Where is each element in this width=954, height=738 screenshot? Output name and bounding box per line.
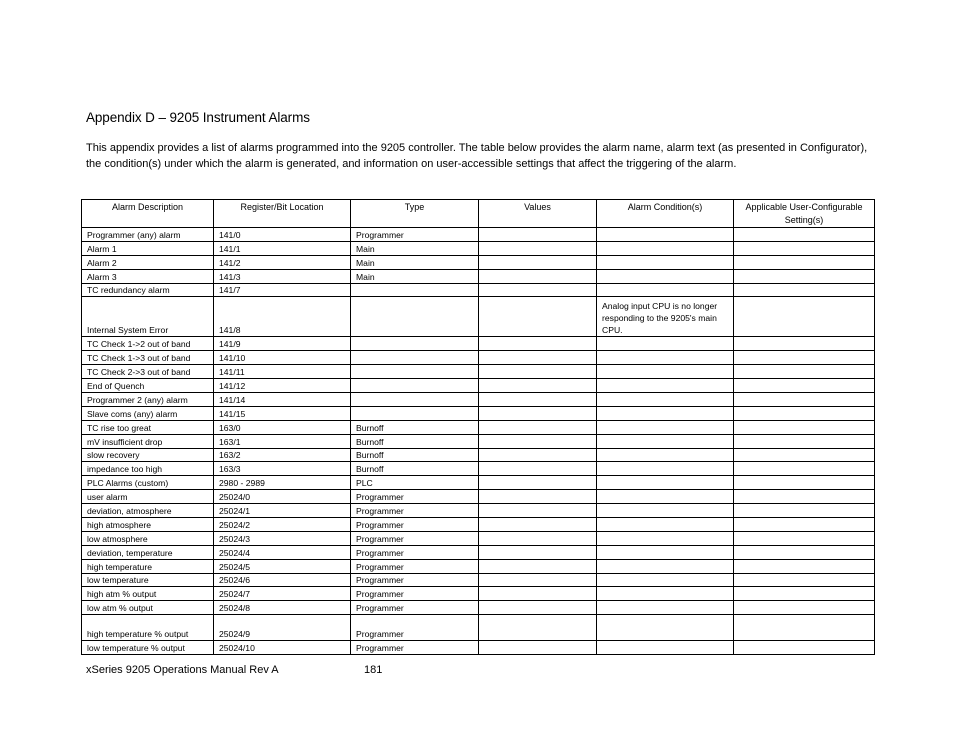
cell-alarm-condition [597,269,734,283]
cell-alarm-condition [597,641,734,655]
cell-alarm-condition [597,406,734,420]
cell-alarm-condition [597,228,734,242]
cell-values [479,601,597,615]
table-row [82,573,875,587]
cell-values [479,504,597,518]
footer-page-number: 181 [364,664,383,676]
table-row [82,601,875,615]
table-row [82,545,875,559]
cell-user-setting [734,351,875,365]
cell-type: Main [351,269,479,283]
cell-alarm-description: high temperature [82,559,214,573]
table-row [82,490,875,504]
cell-type: Programmer [351,228,479,242]
cell-user-setting [734,448,875,462]
cell-register-bit: 141/9 [214,337,351,351]
cell-alarm-condition [597,241,734,255]
table-row [82,504,875,518]
intro-paragraph: This appendix provides a list of alarms programmed into the 9205 controller. The table below provides the alarm name, alarm text (as presented in Configurator), the condition(s) under which the alarm is generated, and information on user-accessible settings that affect the triggering of the alarm. [86,142,868,170]
cell-type: Programmer [351,601,479,615]
cell-values [479,255,597,269]
cell-type [351,351,479,365]
cell-alarm-condition [597,283,734,297]
header-alarm-conditions: Alarm Condition(s) [597,200,734,228]
cell-type: Programmer [351,531,479,545]
footer-manual-title: xSeries 9205 Operations Manual Rev A [86,664,279,676]
cell-values [479,448,597,462]
cell-user-setting [734,365,875,379]
cell-alarm-condition [597,379,734,393]
cell-type: Programmer [351,587,479,601]
cell-user-setting [734,545,875,559]
cell-alarm-description: PLC Alarms (custom) [82,476,214,490]
cell-alarm-description: low atmosphere [82,531,214,545]
table-row [82,448,875,462]
cell-alarm-description: high temperature % output [82,615,214,641]
cell-register-bit: 141/10 [214,351,351,365]
alarms-table [81,199,875,655]
cell-values [479,228,597,242]
table-row [82,297,875,337]
cell-values [479,283,597,297]
cell-type: Programmer [351,518,479,532]
cell-alarm-description: TC redundancy alarm [82,283,214,297]
cell-type [351,365,479,379]
cell-register-bit: 141/0 [214,228,351,242]
cell-register-bit: 141/7 [214,283,351,297]
table-row [82,393,875,407]
table-row [82,379,875,393]
cell-user-setting [734,434,875,448]
cell-register-bit: 25024/10 [214,641,351,655]
cell-values [479,406,597,420]
cell-user-setting [734,518,875,532]
table-row [82,241,875,255]
cell-alarm-description: deviation, atmosphere [82,504,214,518]
cell-user-setting [734,393,875,407]
table-row [82,365,875,379]
cell-values [479,587,597,601]
table-row [82,228,875,242]
cell-alarm-description: Slave coms (any) alarm [82,406,214,420]
cell-register-bit: 2980 - 2989 [214,476,351,490]
cell-register-bit: 141/8 [214,297,351,337]
cell-type: Main [351,255,479,269]
cell-register-bit: 141/2 [214,255,351,269]
cell-user-setting [734,587,875,601]
table-row [82,351,875,365]
cell-alarm-condition [597,573,734,587]
cell-register-bit: 25024/2 [214,518,351,532]
cell-values [479,545,597,559]
cell-alarm-condition [597,351,734,365]
cell-alarm-condition: Analog input CPU is no longer responding to the 9205's main CPU. [597,297,734,337]
header-type: Type [351,200,479,228]
cell-alarm-description: high atm % output [82,587,214,601]
cell-alarm-description: slow recovery [82,448,214,462]
cell-alarm-description: Alarm 3 [82,269,214,283]
cell-register-bit: 141/11 [214,365,351,379]
cell-register-bit: 25024/9 [214,615,351,641]
cell-alarm-condition [597,518,734,532]
cell-alarm-description: End of Quench [82,379,214,393]
cell-register-bit: 141/14 [214,393,351,407]
cell-alarm-description: high atmosphere [82,518,214,532]
cell-type [351,283,479,297]
cell-type: Programmer [351,504,479,518]
cell-alarm-condition [597,448,734,462]
cell-user-setting [734,462,875,476]
cell-alarm-description: impedance too high [82,462,214,476]
cell-values [479,641,597,655]
cell-register-bit: 141/12 [214,379,351,393]
table-row [82,615,875,641]
cell-alarm-description: low temperature [82,573,214,587]
cell-user-setting [734,476,875,490]
cell-register-bit: 25024/7 [214,587,351,601]
cell-register-bit: 141/15 [214,406,351,420]
cell-values [479,379,597,393]
cell-values [479,531,597,545]
cell-register-bit: 163/1 [214,434,351,448]
cell-register-bit: 163/0 [214,420,351,434]
cell-alarm-condition [597,393,734,407]
cell-register-bit: 163/3 [214,462,351,476]
cell-values [479,393,597,407]
cell-values [479,365,597,379]
cell-values [479,518,597,532]
cell-user-setting [734,573,875,587]
cell-user-setting [734,255,875,269]
cell-user-setting [734,241,875,255]
cell-type: Programmer [351,615,479,641]
header-values: Values [479,200,597,228]
cell-alarm-description: Alarm 2 [82,255,214,269]
cell-register-bit: 25024/3 [214,531,351,545]
table-row [82,518,875,532]
table-row [82,406,875,420]
cell-type: Programmer [351,641,479,655]
page-heading: Appendix D – 9205 Instrument Alarms [86,110,310,125]
table-row [82,434,875,448]
cell-type [351,406,479,420]
cell-type [351,393,479,407]
cell-type: Programmer [351,545,479,559]
cell-register-bit: 25024/5 [214,559,351,573]
cell-alarm-description: Alarm 1 [82,241,214,255]
cell-type: Burnoff [351,462,479,476]
cell-type: PLC [351,476,479,490]
cell-values [479,573,597,587]
header-alarm-description: Alarm Description [82,200,214,228]
cell-alarm-condition [597,601,734,615]
cell-alarm-condition [597,545,734,559]
cell-values [479,269,597,283]
cell-type: Programmer [351,559,479,573]
cell-alarm-description: Programmer (any) alarm [82,228,214,242]
header-register-bit-location: Register/Bit Location [214,200,351,228]
cell-alarm-condition [597,587,734,601]
cell-alarm-condition [597,531,734,545]
cell-register-bit: 163/2 [214,448,351,462]
cell-alarm-condition [597,462,734,476]
cell-alarm-condition [597,490,734,504]
table-body [82,228,875,655]
cell-alarm-description: low temperature % output [82,641,214,655]
cell-alarm-condition [597,434,734,448]
cell-type [351,379,479,393]
cell-type: Programmer [351,490,479,504]
cell-values [479,490,597,504]
cell-user-setting [734,337,875,351]
cell-values [479,615,597,641]
table-row [82,283,875,297]
table-row [82,337,875,351]
header-user-settings: Applicable User-Configurable Setting(s) [734,200,875,228]
cell-values [479,297,597,337]
table-row [82,269,875,283]
cell-type: Burnoff [351,420,479,434]
table-row [82,420,875,434]
table-row [82,255,875,269]
cell-alarm-description: Programmer 2 (any) alarm [82,393,214,407]
cell-user-setting [734,379,875,393]
cell-alarm-description: Internal System Error [82,297,214,337]
cell-user-setting [734,490,875,504]
cell-values [479,476,597,490]
cell-alarm-condition [597,476,734,490]
cell-user-setting [734,601,875,615]
cell-alarm-description: low atm % output [82,601,214,615]
cell-type: Burnoff [351,448,479,462]
cell-alarm-condition [597,504,734,518]
cell-user-setting [734,504,875,518]
cell-alarm-description: deviation, temperature [82,545,214,559]
cell-values [479,241,597,255]
cell-alarm-condition [597,365,734,379]
cell-alarm-description: TC Check 1->2 out of band [82,337,214,351]
cell-values [479,337,597,351]
cell-alarm-condition [597,615,734,641]
cell-register-bit: 25024/4 [214,545,351,559]
table-row [82,476,875,490]
cell-alarm-description: TC Check 2->3 out of band [82,365,214,379]
cell-type [351,337,479,351]
cell-alarm-condition [597,337,734,351]
cell-user-setting [734,559,875,573]
cell-values [479,351,597,365]
table-row [82,531,875,545]
cell-register-bit: 141/1 [214,241,351,255]
cell-user-setting [734,641,875,655]
cell-register-bit: 25024/0 [214,490,351,504]
cell-type: Main [351,241,479,255]
cell-alarm-condition [597,420,734,434]
cell-user-setting [734,420,875,434]
cell-user-setting [734,297,875,337]
cell-alarm-condition [597,559,734,573]
cell-register-bit: 141/3 [214,269,351,283]
cell-alarm-condition [597,255,734,269]
cell-values [479,420,597,434]
cell-user-setting [734,269,875,283]
cell-user-setting [734,283,875,297]
cell-user-setting [734,615,875,641]
cell-type: Burnoff [351,434,479,448]
cell-alarm-description: TC Check 1->3 out of band [82,351,214,365]
table-row [82,462,875,476]
cell-register-bit: 25024/6 [214,573,351,587]
cell-user-setting [734,228,875,242]
cell-alarm-description: mV insufficient drop [82,434,214,448]
cell-register-bit: 25024/8 [214,601,351,615]
table-row [82,559,875,573]
cell-values [479,559,597,573]
cell-user-setting [734,406,875,420]
cell-alarm-description: TC rise too great [82,420,214,434]
cell-values [479,462,597,476]
cell-values [479,434,597,448]
table-row [82,641,875,655]
cell-user-setting [734,531,875,545]
cell-type: Programmer [351,573,479,587]
cell-register-bit: 25024/1 [214,504,351,518]
table-row [82,587,875,601]
cell-alarm-description: user alarm [82,490,214,504]
table-header-row [82,200,875,228]
cell-type [351,297,479,337]
